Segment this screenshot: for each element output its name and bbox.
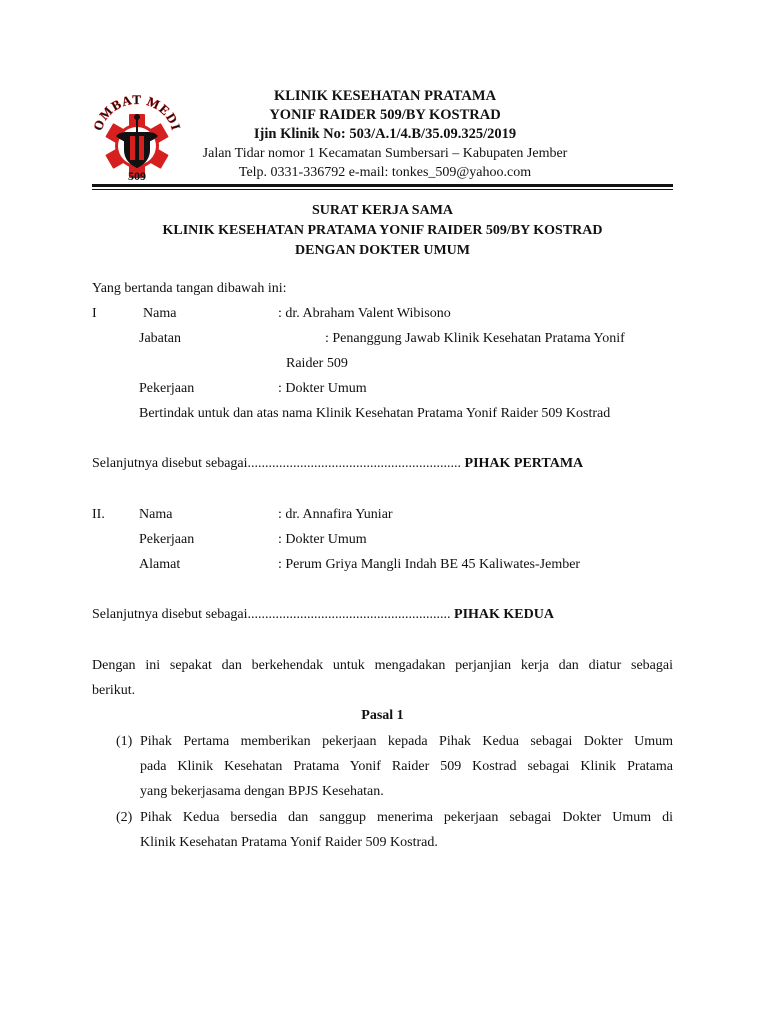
doc-title-line2: KLINIK KESEHATAN PRATAMA YONIF RAIDER 509/BY KOSTRAD bbox=[162, 223, 603, 238]
party2-referred-name: PIHAK KEDUA bbox=[454, 607, 554, 622]
letterhead-divider-thick bbox=[92, 184, 673, 187]
party1-referred-prefix: Selanjutnya disebut sebagai............................................................. bbox=[92, 456, 462, 471]
clinic-contact: Telp. 0331-336792 e-mail: tonkes_509@yahoo.com bbox=[238, 165, 532, 180]
logo-arc-text: MBAT MED bbox=[96, 91, 182, 128]
clinic-license: Ijin Klinik No: 503/A.1/4.B/35.09.325/2019 bbox=[253, 126, 517, 142]
agreement-line2: berikut. bbox=[92, 683, 136, 698]
letterhead-divider-thin bbox=[92, 189, 673, 190]
combat-medic-emblem-icon bbox=[92, 90, 182, 182]
agreement-line1: Dengan ini sepakat dan berkehendak untuk mengadakan perjanjian kerja dan diatur sebagai bbox=[92, 658, 673, 673]
party1-referred-name: PIHAK PERTAMA bbox=[464, 456, 584, 471]
article1-heading: Pasal 1 bbox=[361, 708, 404, 723]
party2-name-label: Nama bbox=[139, 507, 173, 522]
party1-position-label: Jabatan bbox=[139, 331, 181, 346]
party2-job-label: Pekerjaan bbox=[139, 532, 195, 547]
logo-number: 509 bbox=[128, 169, 146, 182]
intro-text: Yang bertanda tangan dibawah ini: bbox=[92, 281, 287, 296]
party2-address-label: Alamat bbox=[139, 557, 181, 572]
party1-acting: Bertindak untuk dan atas nama Klinik Kesehatan Pratama Yonif Raider 509 Kostrad bbox=[139, 406, 611, 421]
article1-item1-line2: pada Klinik Kesehatan Pratama Yonif Raider 509 Kostrad sebagai Klinik Pratama bbox=[140, 759, 673, 774]
article1-item2-line2: Klinik Kesehatan Pratama Yonif Raider 509 Kostrad. bbox=[140, 835, 438, 850]
party2-number: II. bbox=[92, 507, 105, 522]
article1-item2-line1: Pihak Kedua bersedia dan sanggup menerima pekerjaan sebagai Dokter Umum di bbox=[140, 810, 673, 825]
letterhead-block bbox=[180, 87, 590, 182]
doc-title-line3: DENGAN DOKTER UMUM bbox=[295, 243, 470, 258]
article1-item1-line3: yang bekerjasama dengan BPJS Kesehatan. bbox=[140, 784, 384, 799]
party1-position-value-line1: : Penanggung Jawab Klinik Kesehatan Pratama Yonif bbox=[325, 331, 625, 346]
article1-item2-number: (2) bbox=[116, 810, 133, 825]
doc-title-line1: SURAT KERJA SAMA bbox=[311, 203, 454, 218]
party2-job-value: : Dokter Umum bbox=[278, 532, 367, 547]
article1-item1-line1: Pihak Pertama memberikan pekerjaan kepada Pihak Kedua sebagai Dokter Umum bbox=[140, 734, 673, 749]
clinic-address: Jalan Tidar nomor 1 Kecamatan Sumbersari – Kabupaten Jember bbox=[202, 146, 568, 161]
party1-name-label: Nama bbox=[143, 306, 177, 321]
clinic-name-line1: KLINIK KESEHATAN PRATAMA bbox=[273, 88, 497, 104]
clinic-logo bbox=[92, 90, 182, 182]
party2-address-value: : Perum Griya Mangli Indah BE 45 Kaliwates-Jember bbox=[278, 557, 581, 572]
party1-name-value: : dr. Abraham Valent Wibisono bbox=[278, 306, 451, 321]
party1-referred bbox=[92, 456, 583, 472]
clinic-name-line2: YONIF RAIDER 509/BY KOSTRAD bbox=[269, 107, 501, 123]
party2-referred-prefix: Selanjutnya disebut sebagai.......................................................... bbox=[92, 607, 451, 622]
party1-job-value: : Dokter Umum bbox=[278, 381, 367, 396]
party2-referred bbox=[92, 607, 554, 623]
article1-item1-number: (1) bbox=[116, 734, 133, 749]
party1-job-label: Pekerjaan bbox=[139, 381, 195, 396]
party2-name-value: : dr. Annafira Yuniar bbox=[278, 507, 393, 522]
party1-position-value-line2: Raider 509 bbox=[286, 356, 348, 371]
party1-number: I bbox=[92, 306, 97, 321]
